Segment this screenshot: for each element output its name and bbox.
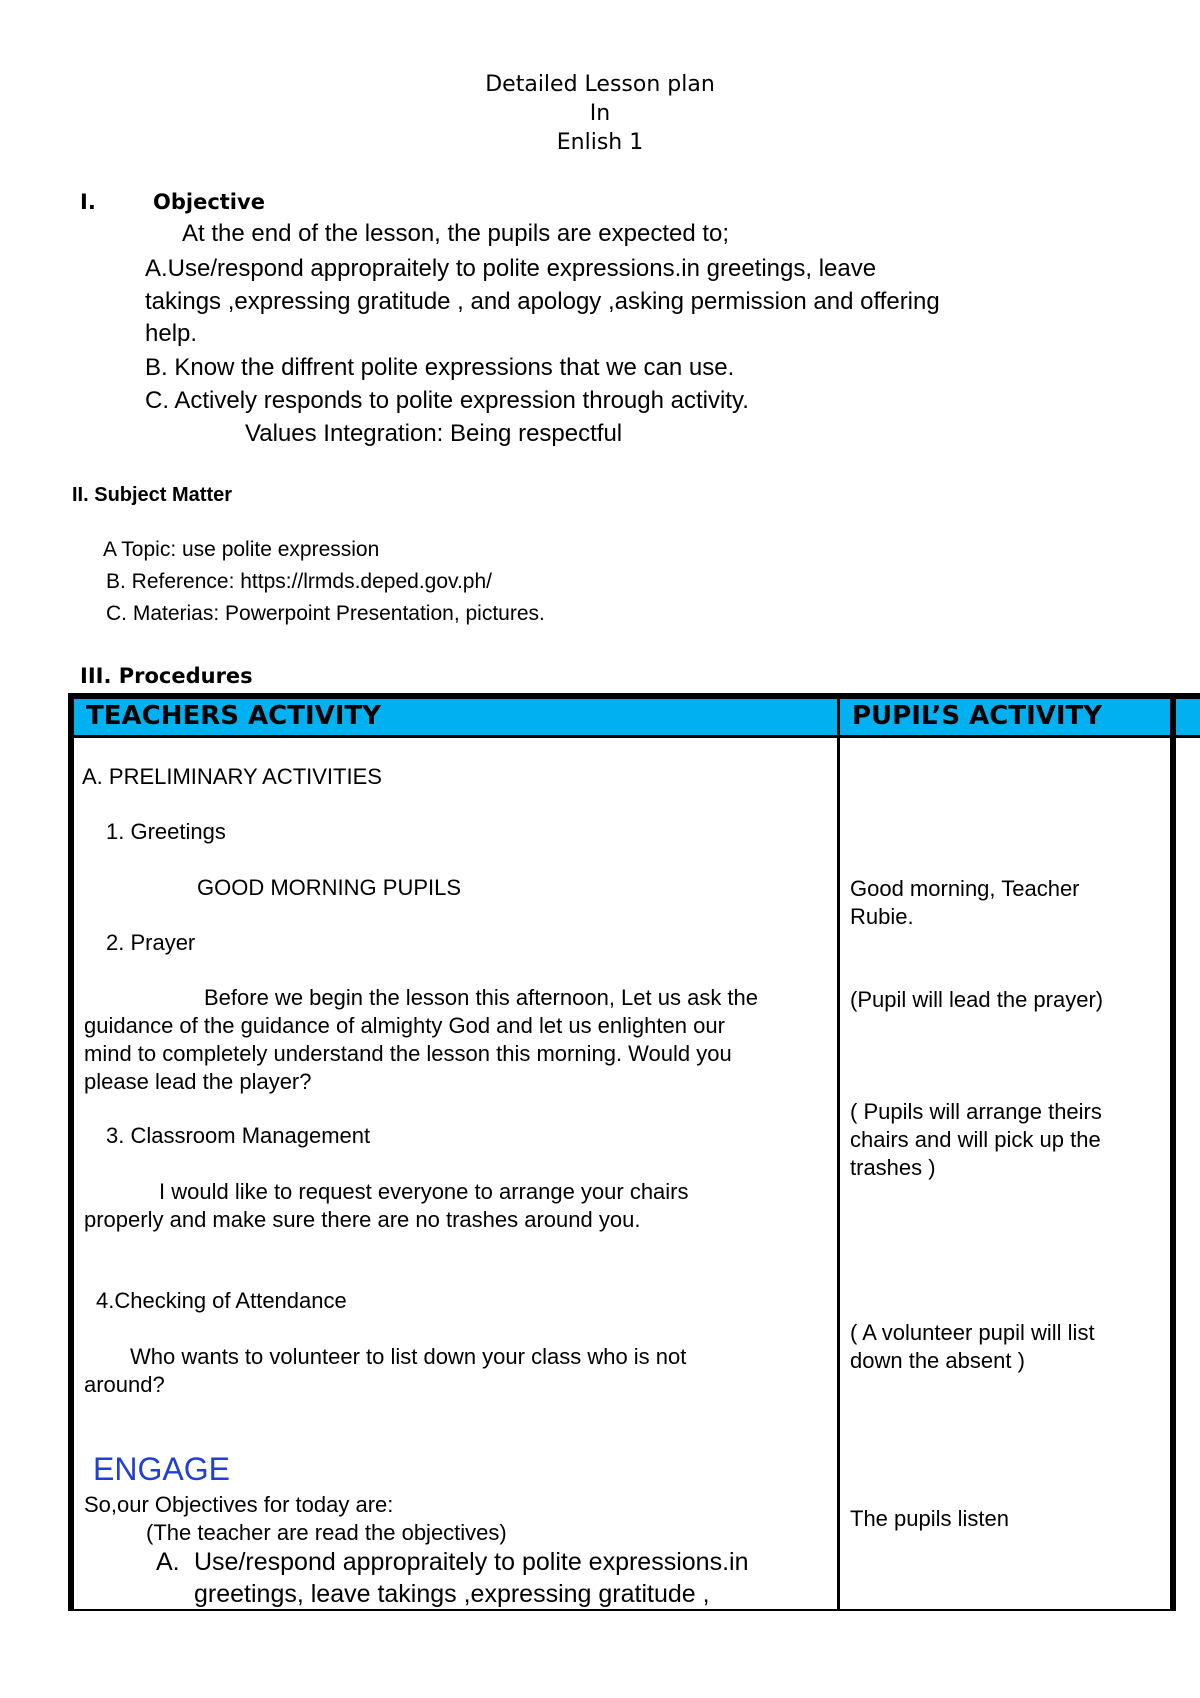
prayer-text-4: please lead the player? [84,1069,312,1094]
objective-number: I. [80,190,96,214]
prayer-text-1: Before we begin the lesson this afternoon, Let us ask the [204,985,759,1010]
pupil-arrange-2: chairs and will pick up the [850,1127,1101,1152]
attendance-text-1: Who wants to volunteer to list down your class who is not [130,1344,687,1369]
subject-materials: C. Materias: Powerpoint Presentation, pictures. [106,602,545,625]
attendance-item: 4.Checking of Attendance [96,1288,347,1313]
pupil-arrange-1: ( Pupils will arrange theirs [850,1099,1102,1124]
engage-objective-a-label: A. [156,1548,180,1576]
classroom-text-2: properly and make sure there are no trashes around you. [84,1207,641,1232]
prayer-text-3: mind to completely understand the lesson this morning. Would you [84,1041,732,1066]
procedures-heading: III. Procedures [80,664,253,688]
prayer-text-2: guidance of the guidance of almighty God and let us enlighten our [84,1013,725,1038]
objective-a-line3: help. [145,320,198,347]
pupil-prayer: (Pupil will lead the prayer) [850,987,1104,1012]
objective-intro: At the end of the lesson, the pupils are expected to; [182,220,730,247]
subject-matter-heading: II. Subject Matter [72,484,233,506]
objectives-intro: So,our Objectives for today are: [84,1492,394,1517]
pupil-volunteer-1: ( A volunteer pupil will list [850,1320,1095,1345]
pupil-volunteer-2: down the absent ) [850,1348,1025,1373]
greetings-item: 1. Greetings [106,819,226,844]
pupil-good-morning-2: Rubie. [850,904,914,929]
table-column-divider-right [1170,699,1176,1611]
doc-title-line2: In [589,101,611,126]
table-header-rule [74,735,1200,738]
doc-title-line1: Detailed Lesson plan [485,72,715,97]
classroom-text-1: I would like to request everyone to arrange your chairs [159,1179,689,1204]
good-morning-teacher: GOOD MORNING PUPILS [197,875,462,900]
doc-title-line3: Enlish 1 [556,130,644,155]
subject-reference: B. Reference: https://lrmds.deped.gov.ph/ [106,570,492,593]
prelim-heading: A. PRELIMINARY ACTIVITIES [82,764,382,789]
objective-heading: Objective [153,190,265,214]
subject-topic: A Topic: use polite expression [103,538,380,561]
objective-c: C. Actively responds to polite expression through activity. [145,387,749,414]
objective-a-line2: takings ,expressing gratitude , and apology ,asking permission and offering [145,288,940,315]
col-header-pupil: PUPIL’S ACTIVITY [852,701,1103,731]
prayer-item: 2. Prayer [106,930,196,955]
pupil-good-morning-1: Good morning, Teacher [850,876,1080,901]
pupil-arrange-3: trashes ) [850,1155,936,1180]
classroom-item: 3. Classroom Management [106,1123,371,1148]
attendance-text-2: around? [84,1372,165,1397]
values-integration: Values Integration: Being respectful [245,420,623,447]
objective-b: B. Know the diffrent polite expressions that we can use. [145,354,735,381]
engage-heading: ENGAGE [93,1451,230,1487]
objective-a-line1: A.Use/respond appropraitely to polite expressions.in greetings, leave [145,255,877,282]
table-border-left [68,693,74,1611]
read-objectives: (The teacher are read the objectives) [146,1520,507,1545]
engage-objective-a-line1: Use/respond appropraitely to polite expressions.in [194,1548,749,1576]
procedures-table [68,693,1200,1611]
table-column-divider [837,699,840,1611]
col-header-teacher: TEACHERS ACTIVITY [86,701,381,731]
pupil-listen: The pupils listen [850,1506,1009,1531]
engage-objective-a-line2: greetings, leave takings ,expressing gratitude , [194,1580,710,1608]
